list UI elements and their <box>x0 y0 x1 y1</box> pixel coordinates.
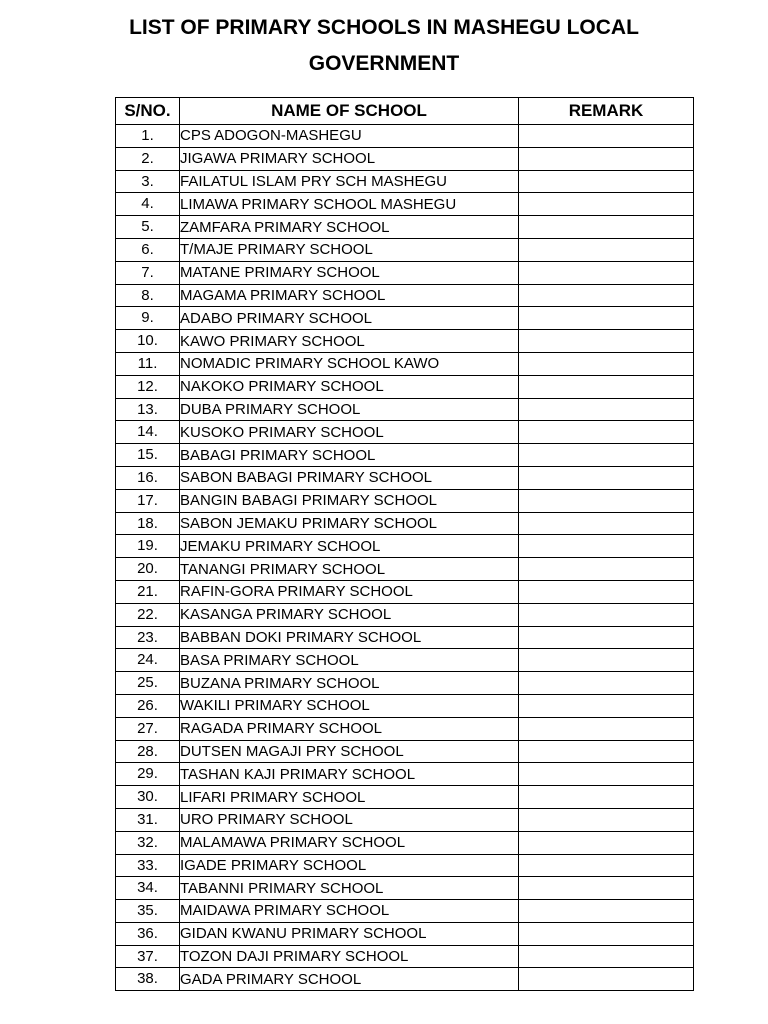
table-row <box>116 512 694 535</box>
remark-cell <box>519 831 694 854</box>
school-name-cell: DUBA PRIMARY SCHOOL <box>180 398 519 421</box>
header-serial-number: S/NO. <box>116 98 180 125</box>
table-row <box>116 216 694 239</box>
school-name-cell: FAILATUL ISLAM PRY SCH MASHEGU <box>180 170 519 193</box>
school-name-cell: BANGIN BABAGI PRIMARY SCHOOL <box>180 489 519 512</box>
remark-cell <box>519 945 694 968</box>
table-row <box>116 193 694 216</box>
serial-number-cell: 31. <box>116 808 180 831</box>
table-row <box>116 466 694 489</box>
table-row <box>116 603 694 626</box>
table-row <box>116 831 694 854</box>
serial-number-cell: 34. <box>116 877 180 900</box>
serial-number-cell: 26. <box>116 694 180 717</box>
serial-number-cell: 37. <box>116 945 180 968</box>
remark-cell <box>519 968 694 991</box>
table-row <box>116 398 694 421</box>
serial-number-cell: 18. <box>116 512 180 535</box>
school-name-cell: KAWO PRIMARY SCHOOL <box>180 330 519 353</box>
school-name-cell: IGADE PRIMARY SCHOOL <box>180 854 519 877</box>
table-row <box>116 147 694 170</box>
school-name-cell: SABON BABAGI PRIMARY SCHOOL <box>180 466 519 489</box>
school-name-cell: BUZANA PRIMARY SCHOOL <box>180 672 519 695</box>
serial-number-cell: 36. <box>116 922 180 945</box>
remark-cell <box>519 216 694 239</box>
remark-cell <box>519 740 694 763</box>
title-line-1: LIST OF PRIMARY SCHOOLS IN MASHEGU LOCAL <box>129 16 639 39</box>
table-row <box>116 763 694 786</box>
serial-number-cell: 5. <box>116 216 180 239</box>
table-row <box>116 330 694 353</box>
serial-number-cell: 12. <box>116 375 180 398</box>
school-name-cell: BASA PRIMARY SCHOOL <box>180 649 519 672</box>
header-remark: REMARK <box>519 98 694 125</box>
school-name-cell: DUTSEN MAGAJI PRY SCHOOL <box>180 740 519 763</box>
school-name-cell: JEMAKU PRIMARY SCHOOL <box>180 535 519 558</box>
remark-cell <box>519 580 694 603</box>
table-row <box>116 261 694 284</box>
remark-cell <box>519 170 694 193</box>
school-name-cell: NOMADIC PRIMARY SCHOOL KAWO <box>180 352 519 375</box>
table-row <box>116 694 694 717</box>
serial-number-cell: 30. <box>116 786 180 809</box>
page-title <box>0 10 768 82</box>
school-name-cell: ZAMFARA PRIMARY SCHOOL <box>180 216 519 239</box>
remark-cell <box>519 717 694 740</box>
serial-number-cell: 8. <box>116 284 180 307</box>
school-name-cell: MALAMAWA PRIMARY SCHOOL <box>180 831 519 854</box>
table-row <box>116 170 694 193</box>
table-row <box>116 808 694 831</box>
serial-number-cell: 7. <box>116 261 180 284</box>
remark-cell <box>519 763 694 786</box>
serial-number-cell: 3. <box>116 170 180 193</box>
remark-cell <box>519 125 694 148</box>
table-row <box>116 717 694 740</box>
serial-number-cell: 28. <box>116 740 180 763</box>
table-row <box>116 558 694 581</box>
serial-number-cell: 27. <box>116 717 180 740</box>
school-name-cell: ADABO PRIMARY SCHOOL <box>180 307 519 330</box>
remark-cell <box>519 603 694 626</box>
table-header-row <box>116 98 694 125</box>
remark-cell <box>519 375 694 398</box>
school-name-cell: MAGAMA PRIMARY SCHOOL <box>180 284 519 307</box>
remark-cell <box>519 649 694 672</box>
table-row <box>116 284 694 307</box>
remark-cell <box>519 444 694 467</box>
serial-number-cell: 11. <box>116 352 180 375</box>
serial-number-cell: 15. <box>116 444 180 467</box>
school-name-cell: KASANGA PRIMARY SCHOOL <box>180 603 519 626</box>
school-name-cell: LIMAWA PRIMARY SCHOOL MASHEGU <box>180 193 519 216</box>
remark-cell <box>519 535 694 558</box>
table-row <box>116 125 694 148</box>
table-row <box>116 489 694 512</box>
serial-number-cell: 23. <box>116 626 180 649</box>
serial-number-cell: 29. <box>116 763 180 786</box>
header-school-name: NAME OF SCHOOL <box>180 98 519 125</box>
table-row <box>116 922 694 945</box>
remark-cell <box>519 421 694 444</box>
table-row <box>116 421 694 444</box>
table-row <box>116 375 694 398</box>
remark-cell <box>519 922 694 945</box>
serial-number-cell: 19. <box>116 535 180 558</box>
serial-number-cell: 6. <box>116 238 180 261</box>
remark-cell <box>519 672 694 695</box>
serial-number-cell: 38. <box>116 968 180 991</box>
table-row <box>116 580 694 603</box>
remark-cell <box>519 626 694 649</box>
serial-number-cell: 25. <box>116 672 180 695</box>
table-row <box>116 945 694 968</box>
remark-cell <box>519 307 694 330</box>
remark-cell <box>519 808 694 831</box>
serial-number-cell: 35. <box>116 900 180 923</box>
table-row <box>116 352 694 375</box>
remark-cell <box>519 558 694 581</box>
school-name-cell: MAIDAWA PRIMARY SCHOOL <box>180 900 519 923</box>
remark-cell <box>519 284 694 307</box>
school-name-cell: RAFIN-GORA PRIMARY SCHOOL <box>180 580 519 603</box>
table-row <box>116 444 694 467</box>
table-row <box>116 649 694 672</box>
remark-cell <box>519 694 694 717</box>
school-name-cell: BABAGI PRIMARY SCHOOL <box>180 444 519 467</box>
schools-table <box>115 97 694 991</box>
remark-cell <box>519 854 694 877</box>
remark-cell <box>519 352 694 375</box>
remark-cell <box>519 900 694 923</box>
serial-number-cell: 4. <box>116 193 180 216</box>
serial-number-cell: 32. <box>116 831 180 854</box>
school-name-cell: MATANE PRIMARY SCHOOL <box>180 261 519 284</box>
table-row <box>116 968 694 991</box>
school-name-cell: LIFARI PRIMARY SCHOOL <box>180 786 519 809</box>
serial-number-cell: 9. <box>116 307 180 330</box>
serial-number-cell: 24. <box>116 649 180 672</box>
school-name-cell: GIDAN KWANU PRIMARY SCHOOL <box>180 922 519 945</box>
remark-cell <box>519 466 694 489</box>
school-name-cell: TASHAN KAJI PRIMARY SCHOOL <box>180 763 519 786</box>
remark-cell <box>519 261 694 284</box>
school-name-cell: CPS ADOGON-MASHEGU <box>180 125 519 148</box>
table-row <box>116 672 694 695</box>
remark-cell <box>519 398 694 421</box>
remark-cell <box>519 147 694 170</box>
school-name-cell: RAGADA PRIMARY SCHOOL <box>180 717 519 740</box>
serial-number-cell: 16. <box>116 466 180 489</box>
school-name-cell: JIGAWA PRIMARY SCHOOL <box>180 147 519 170</box>
school-name-cell: WAKILI PRIMARY SCHOOL <box>180 694 519 717</box>
serial-number-cell: 20. <box>116 558 180 581</box>
school-name-cell: NAKOKO PRIMARY SCHOOL <box>180 375 519 398</box>
table-row <box>116 740 694 763</box>
serial-number-cell: 1. <box>116 125 180 148</box>
serial-number-cell: 22. <box>116 603 180 626</box>
remark-cell <box>519 512 694 535</box>
serial-number-cell: 17. <box>116 489 180 512</box>
school-name-cell: TANANGI PRIMARY SCHOOL <box>180 558 519 581</box>
serial-number-cell: 13. <box>116 398 180 421</box>
remark-cell <box>519 193 694 216</box>
school-name-cell: BABBAN DOKI PRIMARY SCHOOL <box>180 626 519 649</box>
table-row <box>116 786 694 809</box>
table-row <box>116 900 694 923</box>
table-row <box>116 626 694 649</box>
serial-number-cell: 10. <box>116 330 180 353</box>
school-name-cell: GADA PRIMARY SCHOOL <box>180 968 519 991</box>
school-name-cell: SABON JEMAKU PRIMARY SCHOOL <box>180 512 519 535</box>
table-row <box>116 307 694 330</box>
table-row <box>116 238 694 261</box>
remark-cell <box>519 786 694 809</box>
title-line-2: GOVERNMENT <box>308 52 460 75</box>
school-name-cell: T/MAJE PRIMARY SCHOOL <box>180 238 519 261</box>
school-name-cell: KUSOKO PRIMARY SCHOOL <box>180 421 519 444</box>
remark-cell <box>519 877 694 900</box>
serial-number-cell: 2. <box>116 147 180 170</box>
remark-cell <box>519 330 694 353</box>
serial-number-cell: 33. <box>116 854 180 877</box>
serial-number-cell: 14. <box>116 421 180 444</box>
remark-cell <box>519 238 694 261</box>
table-row <box>116 877 694 900</box>
table-row <box>116 854 694 877</box>
serial-number-cell: 21. <box>116 580 180 603</box>
school-name-cell: URO PRIMARY SCHOOL <box>180 808 519 831</box>
table-row <box>116 535 694 558</box>
school-name-cell: TOZON DAJI PRIMARY SCHOOL <box>180 945 519 968</box>
school-name-cell: TABANNI PRIMARY SCHOOL <box>180 877 519 900</box>
remark-cell <box>519 489 694 512</box>
